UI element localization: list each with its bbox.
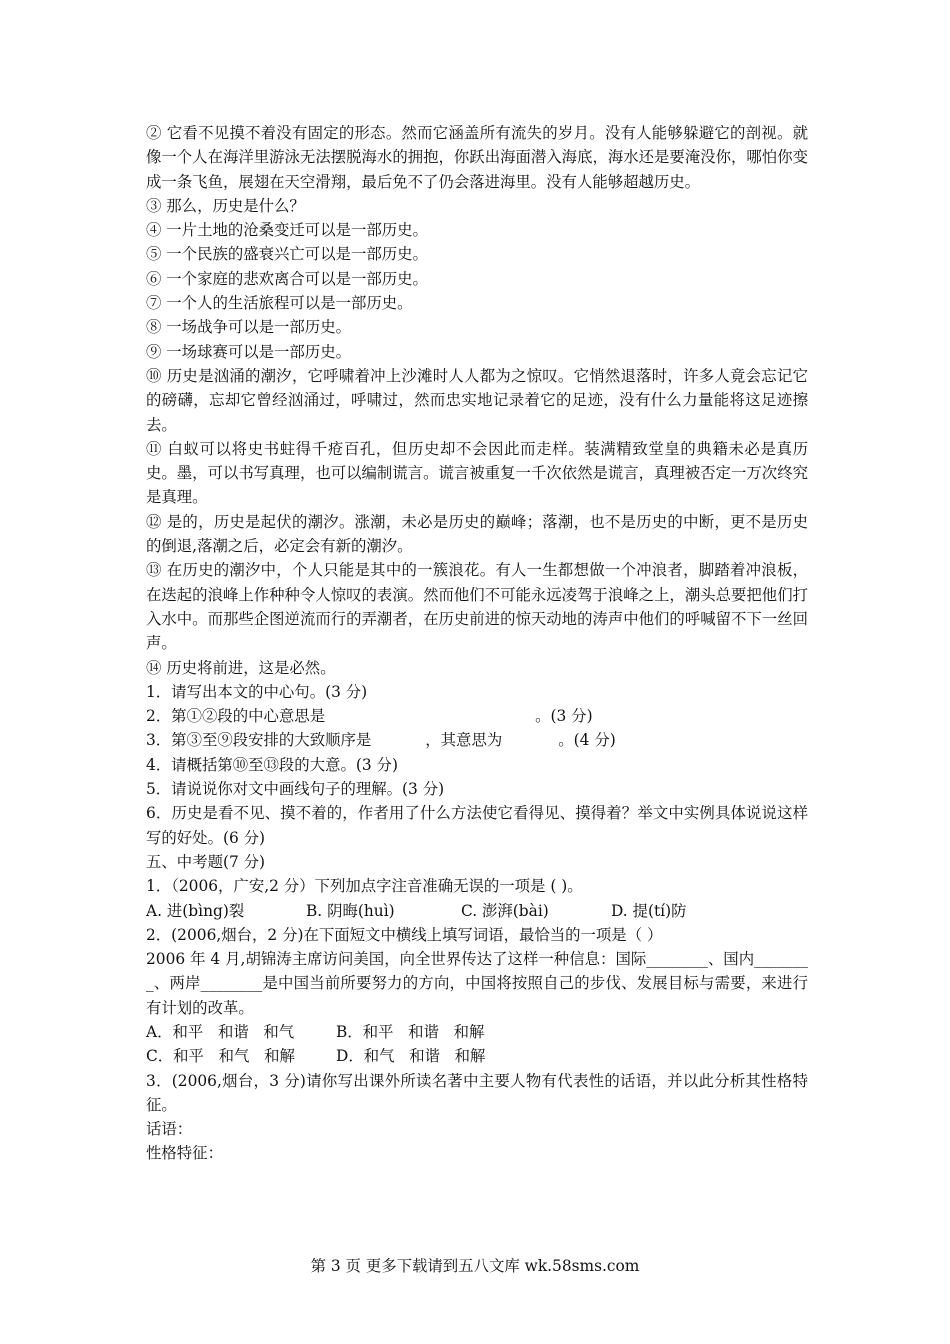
option-b: B．和平 和谐 和解 xyxy=(336,1022,485,1041)
option-d: D．和气 和谐 和解 xyxy=(336,1047,486,1066)
question-3-score: 。(4 分) xyxy=(558,731,616,750)
exam-item-3-trait-label: 性格特征： xyxy=(146,1144,223,1163)
document-body xyxy=(146,121,808,1166)
question-3-mid: ，其意思为 xyxy=(425,731,503,750)
option-c: C．和平 和气 和解 xyxy=(146,1047,295,1066)
question-3-text: 3．第③至⑨段安排的大致顺序是 xyxy=(146,731,372,750)
question-4: 4．请概括第⑩至⑬段的大意。(3 分) xyxy=(146,755,398,774)
exam-item-3-stem: 3．(2006,烟台，3 分)请你写出课外所读名著中主要人物有代表性的话语，并以此分析其性格特征。 xyxy=(146,1071,808,1114)
option-a: A. 进(bìng)裂 xyxy=(146,901,245,920)
section-5-heading: 五、中考题(7 分) xyxy=(146,852,266,871)
paragraph-7: ⑦ 一个人的生活旅程可以是一部历史。 xyxy=(146,294,413,313)
question-2 xyxy=(146,704,808,728)
page-footer: 第 3 页 更多下载请到五八文库 wk.58sms.com xyxy=(310,1257,640,1275)
paragraph-10: ⑩ 历史是汹涌的潮汐，它呼啸着冲上沙滩时人人都为之惊叹。它悄然退落时，许多人竟会忘记它的磅礴，忘却它曾经汹涌过，呼啸过，然而忠实地记录着它的足迹，没有什么力量能将这足迹擦去。 xyxy=(146,366,808,434)
exam-item-2-options-row-2 xyxy=(146,1044,808,1068)
question-5: 5．请说说你对文中画线句子的理解。(3 分) xyxy=(146,780,445,799)
option-a: A．和平 和谐 和气 xyxy=(146,1022,295,1041)
exam-item-2-options-row-1 xyxy=(146,1020,808,1044)
option-d: D. 提(tí)防 xyxy=(611,901,687,920)
paragraph-2: ② 它看不见摸不着没有固定的形态。然而它涵盖所有流失的岁月。没有人能够躲避它的剖视。就像一个人在海洋里游泳无法摆脱海水的拥抱，你跃出海面潜入海底，海水还是要淹没你，哪怕你变成一条飞鱼，展翅在天空滑翔，最后免不了仍会落进海里。没有人能够超越历史。 xyxy=(146,124,808,191)
paragraph-5: ⑤ 一个民族的盛衰兴亡可以是一部历史。 xyxy=(146,245,428,264)
paragraph-9: ⑨ 一场球赛可以是一部历史。 xyxy=(146,342,351,361)
option-b: B. 阴晦(huì) xyxy=(306,901,395,920)
paragraph-11: ⑪ 白蚁可以将史书蛀得千疮百孔，但历史却不会因此而走样。装满精致堂皇的典籍未必是真历史。墨，可以书写真理，也可以编制谎言。谎言被重复一千次依然是谎言，真理被否定一万次终究是真理。 xyxy=(146,439,808,507)
question-2-text: 2．第①②段的中心意思是 xyxy=(146,707,326,726)
paragraph-6: ⑥ 一个家庭的悲欢离合可以是一部历史。 xyxy=(146,269,428,288)
exam-item-1-stem: 1．（2006，广安,2 分）下列加点字注音准确无误的一项是 ( )。 xyxy=(146,877,583,896)
paragraph-3: ③ 那么，历史是什么？ xyxy=(146,196,305,215)
exam-item-3-speech-label: 话语： xyxy=(146,1120,193,1139)
option-c: C. 澎湃(bài) xyxy=(461,901,549,920)
exam-item-1-options xyxy=(146,899,808,923)
paragraph-12: ⑫ 是的，历史是起伏的潮汐。涨潮，未必是历史的巅峰；落潮，也不是历史的中断，更不是历史的倒退,落潮之后，必定会有新的潮汐。 xyxy=(146,512,808,556)
paragraph-8: ⑧ 一场战争可以是一部历史。 xyxy=(146,318,351,337)
question-3 xyxy=(146,728,808,752)
question-2-score: 。(3 分) xyxy=(535,707,593,726)
exam-item-2-passage: 2006 年 4 月,胡锦涛主席访问美国，向全世界传达了这样一种信息：国际________、国内________、两岸________是中国当前所要努力的方向，中国将按照自己的步伐、发展目标与需要，来进行有计划的改革。 xyxy=(146,950,808,1017)
paragraph-4: ④ 一片土地的沧桑变迁可以是一部历史。 xyxy=(146,221,428,240)
paragraph-13: ⑬ 在历史的潮汐中，个人只能是其中的一簇浪花。有人一生都想做一个冲浪者，脚踏着冲浪板，在迭起的浪峰上作种种令人惊叹的表演。然而他们不可能永远凌驾于浪峰之上，潮头总要把他们打入水中。而那些企图逆流而行的弄潮者，在历史前进的惊天动地的涛声中他们的呼喊留不下一丝回声。 xyxy=(146,561,808,653)
question-1: 1．请写出本文的中心句。(3 分) xyxy=(146,682,368,701)
paragraph-14: ⑭ 历史将前进，这是必然。 xyxy=(146,658,336,677)
question-6: 6．历史是看不见、摸不着的，作者用了什么方法使它看得见、摸得着？举文中实例具体说说这样写的好处。(6 分) xyxy=(146,804,808,847)
exam-item-2-stem: 2．(2006,烟台，2 分)在下面短文中横线上填写词语，最恰当的一项是（ ） xyxy=(146,925,663,944)
